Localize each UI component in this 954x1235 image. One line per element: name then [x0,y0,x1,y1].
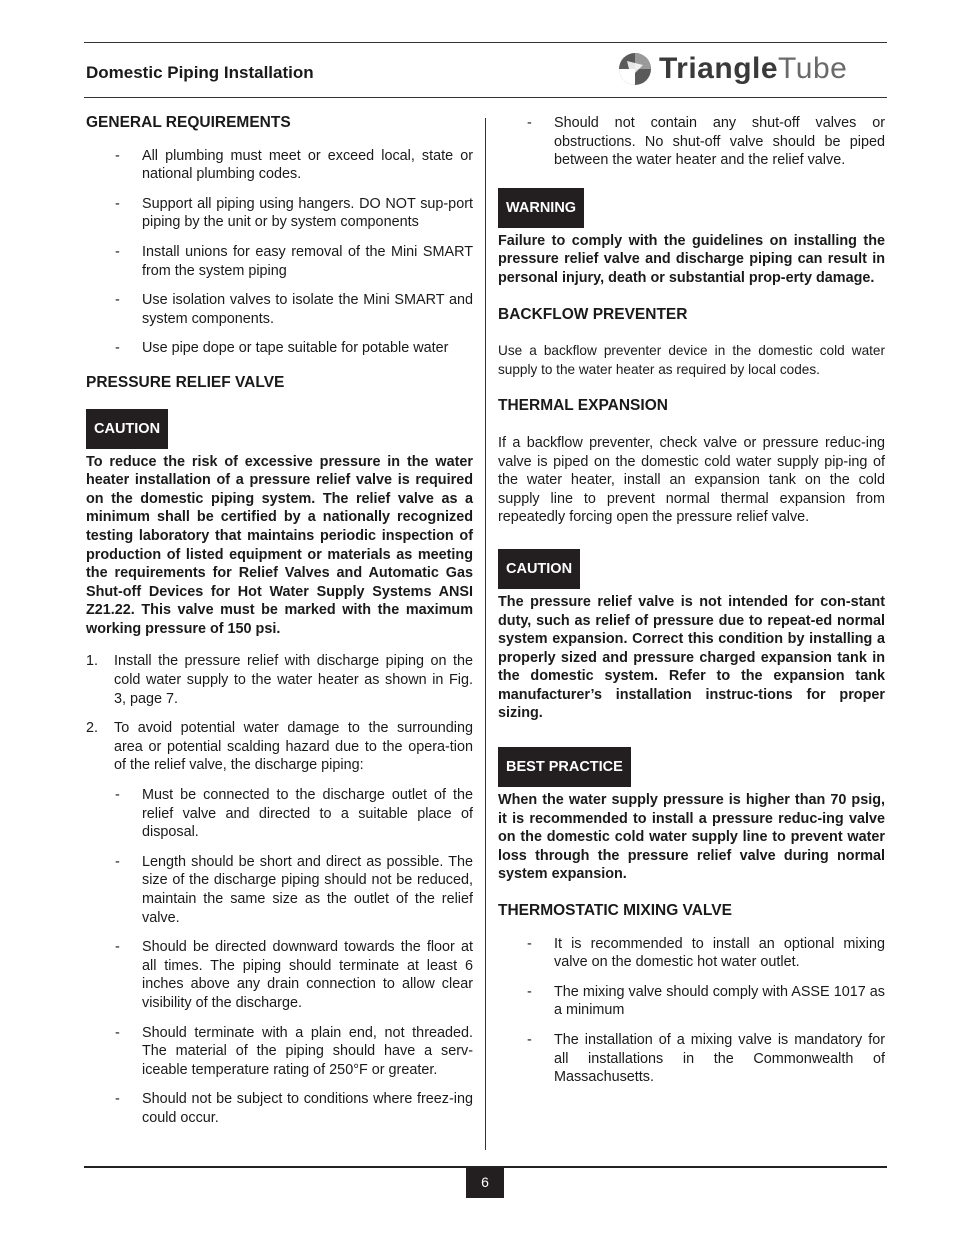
list-item: - Support all piping using hangers. DO NOT sup-port piping by the unit or by system components [115,195,473,231]
caution-badge: CAUTION [498,549,580,589]
list-item: - The mixing valve should comply with ASSE 1017 as a minimum [527,983,885,1019]
list-item: - Use isolation valves to isolate the Mini SMART and system components. [115,292,473,327]
page-number: 6 [466,1168,504,1198]
steps-list [86,652,473,775]
list-item: - Should be directed downward towards the floor at all times. The piping should terminate at least 6 inches above any drain connection to allow clear visibility of the discharge. [115,939,473,1011]
caution-badge: CAUTION [86,409,168,449]
thermal-expansion-text: If a backflow preventer, check valve or pressure reduc-ing valve is piped on the domestic cold water supply pip-ing of the water heater, install an expansion tank on the cold supply line to prevent normal thermal expansion from repeatedly forcing open the pressure relief valve. [498,434,885,526]
backflow-preventer-heading: BACKFLOW PREVENTER [498,305,688,323]
caution-text: To reduce the risk of excessive pressure in the water heater installation of a pressure relief valve is required on the domestic piping system. The relief valve as a minimum shall be certified by a nationally recognized testing laboratory that maintains periodic inspection of production of listed equipment or materials as meeting the requirements for Relief Valves and Automatic Gas Shut-off Devices for Hot Water Supply Systems ANSI Z21.22. This valve must be marked with the maximum working pressure of 150 psi. [86,453,473,637]
triangle-tube-logo-icon [617,51,653,87]
mixing-valve-list [498,935,885,1087]
caution-text: The pressure relief valve is not intended for con-stant duty, such as relief of pressure due to repeat-ed normal system expansion. Correct this condition by installing a properly sized and pressure charged expansion tank in the domestic system. Refer to the expansion tank manufacturer’s installation instruc-tions for proper sizing. [498,593,885,722]
warning-text: Failure to comply with the guidelines on installing the pressure relief valve and discharge piping can result in personal injury, death or substantial prop-erty damage. [498,232,885,286]
backflow-preventer-text: Use a backflow preventer device in the domestic cold water supply to the water heater as required by local codes. [498,343,885,377]
general-requirements-list [86,147,473,358]
list-item: - Length should be short and direct as possible. The size of the discharge piping should not be reduced, maintain the same size as the outlet of the relief valve. [115,853,473,926]
best-practice-text: When the water supply pressure is higher than 70 psig, it is recommended to install a pressure reduc-ing valve on the domestic cold water supply line to prevent water loss through the pressure relief valve during normal system expansion. [498,792,885,883]
right-column [498,114,885,1098]
list-item: - It is recommended to install an optional mixing valve on the domestic hot water outlet. [527,935,885,971]
discharge-piping-list [86,786,473,1128]
list-item: - Should terminate with a plain end, not threaded. The material of the piping should have a serv-iceable temperature rating of 250°F or greater. [115,1024,473,1078]
list-item: - Should not be subject to conditions where freez-ing could occur. [115,1091,473,1126]
thermostatic-mixing-valve-heading: THERMOSTATIC MIXING VALVE [498,902,732,920]
list-item: - Should not contain any shut-off valves or obstructions. No shut-off valve should be piped between the water heater and the relief valve. [527,115,885,169]
thermal-expansion-heading: THERMAL EXPANSION [498,397,668,415]
pressure-relief-valve-heading: PRESSURE RELIEF VALVE [86,373,285,391]
warning-badge: WARNING [498,188,584,228]
header-rule [84,97,887,98]
column-divider [485,118,486,1150]
page-title: Domestic Piping Installation [86,63,314,82]
top-rule [84,42,887,43]
list-item: - The installation of a mixing valve is mandatory for all installations in the Commonwealth of Massachusetts. [527,1032,885,1086]
list-item: - All plumbing must meet or exceed local, state or national plumbing codes. [115,147,473,183]
logo-wordmark: TriangleTube [659,51,848,85]
discharge-piping-list-continued [498,114,885,170]
list-item: - Use pipe dope or tape suitable for potable water [115,340,449,357]
left-column [86,114,473,1139]
step-item: 1. Install the pressure relief with discharge piping on the cold water supply to the water heater as shown in Fig. 3, page 7. [86,653,473,707]
list-item: - Install unions for easy removal of the Mini SMART from the system piping [115,243,473,279]
step-item: 2. To avoid potential water damage to the surrounding area or potential scalding hazard due to the opera-tion of the relief valve, the discharge piping: [86,720,473,774]
list-item: - Must be connected to the discharge outlet of the relief valve and directed to a suitable place of disposal. [115,787,473,841]
triangle-tube-logo [617,50,847,88]
general-requirements-heading: GENERAL REQUIREMENTS [86,114,291,131]
best-practice-badge: BEST PRACTICE [498,747,631,787]
